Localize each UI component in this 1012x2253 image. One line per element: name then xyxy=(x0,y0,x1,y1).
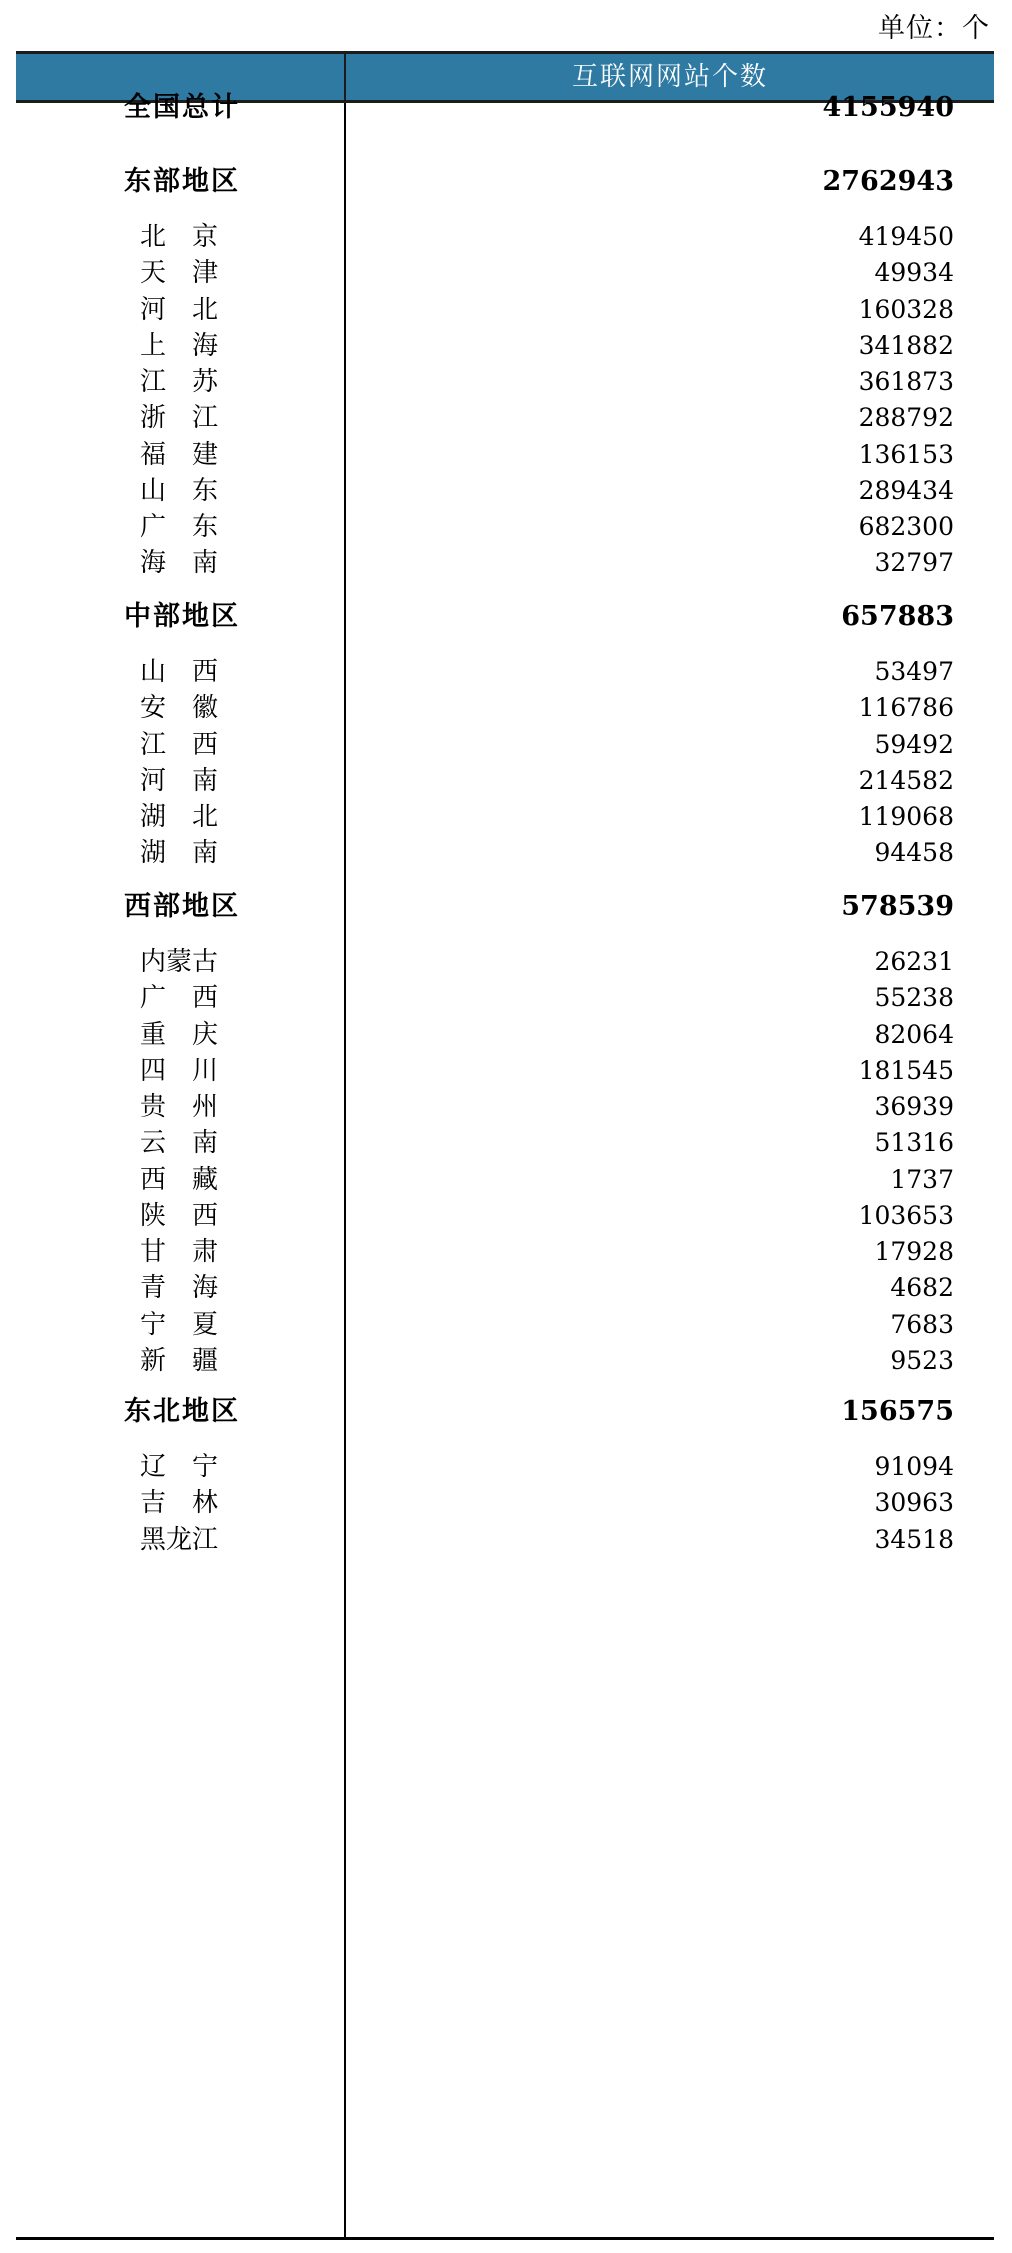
province-name-char: 河 xyxy=(140,294,167,325)
region-name: 中部地区 xyxy=(124,601,240,632)
province-name-char: 川 xyxy=(192,1055,219,1086)
province-name-char: 京 xyxy=(192,222,219,252)
region-row xyxy=(16,887,994,927)
region-value: 657883 xyxy=(841,601,954,632)
region-row xyxy=(16,88,994,128)
province-name xyxy=(16,253,218,293)
province-value: 51316 xyxy=(874,1128,954,1158)
region-value: 156575 xyxy=(841,1396,954,1427)
province-name-char: 疆 xyxy=(192,1345,219,1376)
province-name xyxy=(16,797,218,837)
province-name xyxy=(16,1087,218,1127)
province-value: 116786 xyxy=(858,693,954,723)
region-name: 全国总计 xyxy=(124,92,240,123)
province-row xyxy=(16,398,994,438)
province-name-char: 宁 xyxy=(192,1452,219,1482)
province-name: 内蒙古 xyxy=(140,947,219,977)
province-name xyxy=(16,326,218,366)
province-value: 53497 xyxy=(874,657,954,686)
province-row xyxy=(16,833,994,873)
province-row xyxy=(16,1196,994,1236)
region-name: 西部地区 xyxy=(124,891,240,922)
province-name-char: 东 xyxy=(192,512,219,542)
region-row xyxy=(16,1392,994,1432)
province-name-char: 四 xyxy=(140,1055,167,1086)
province-name xyxy=(16,290,218,330)
province-value: 181545 xyxy=(858,1055,954,1085)
province-value: 17928 xyxy=(874,1237,954,1266)
province-value: 55238 xyxy=(874,983,954,1013)
province-name-char: 西 xyxy=(140,1164,167,1195)
province-row xyxy=(16,942,994,982)
province-name xyxy=(16,652,218,692)
province-name-char: 西 xyxy=(192,657,219,687)
province-name xyxy=(16,1341,218,1381)
province-name xyxy=(16,435,218,475)
province-name-char: 宁 xyxy=(140,1309,167,1340)
province-name-char: 南 xyxy=(192,548,219,579)
province-name-char: 新 xyxy=(140,1345,167,1376)
province-name-char: 东 xyxy=(192,475,219,506)
province-name-char: 云 xyxy=(140,1128,167,1159)
province-row xyxy=(16,217,994,257)
province-value: 341882 xyxy=(858,330,954,360)
province-row xyxy=(16,362,994,402)
region-name: 东部地区 xyxy=(124,166,240,197)
province-name xyxy=(16,1232,218,1272)
province-name xyxy=(16,1051,218,1091)
province-name-char: 建 xyxy=(192,439,219,470)
province-name-char: 河 xyxy=(140,765,167,796)
province-name-char: 青 xyxy=(140,1273,167,1304)
province-name-char: 浙 xyxy=(140,403,167,434)
province-name-char: 西 xyxy=(192,1200,219,1231)
province-name xyxy=(16,688,218,728)
province-name xyxy=(16,398,218,438)
province-name-char: 江 xyxy=(140,729,167,760)
province-name-char: 福 xyxy=(140,439,167,470)
province-value: 288792 xyxy=(858,403,954,433)
province-value: 160328 xyxy=(858,294,954,324)
province-row xyxy=(16,978,994,1018)
province-value: 7683 xyxy=(890,1309,954,1339)
region-value: 2762943 xyxy=(822,166,954,197)
province-row xyxy=(16,1520,994,1560)
province-row xyxy=(16,543,994,583)
province-name-char: 西 xyxy=(192,983,219,1014)
province-name-char: 林 xyxy=(192,1488,219,1519)
province-name-char: 天 xyxy=(140,258,167,289)
province-value: 59492 xyxy=(874,729,954,759)
province-name-char: 津 xyxy=(192,258,219,289)
province-name-char: 北 xyxy=(192,802,219,832)
province-row xyxy=(16,1087,994,1127)
province-value: 82064 xyxy=(874,1019,954,1049)
province-name-char: 西 xyxy=(192,729,219,760)
province-row xyxy=(16,1051,994,1091)
province-name xyxy=(16,978,218,1018)
column-header: 互联网网站个数 xyxy=(571,62,768,92)
region-row xyxy=(16,597,994,637)
province-name xyxy=(16,543,218,583)
province-name xyxy=(16,1015,218,1055)
province-name-char: 肃 xyxy=(192,1237,219,1267)
province-name-char: 庆 xyxy=(192,1019,219,1050)
province-name-char: 上 xyxy=(140,330,167,361)
province-name xyxy=(16,761,218,801)
province-value: 119068 xyxy=(858,802,954,831)
province-name-char: 江 xyxy=(140,367,167,397)
province-name-char: 陕 xyxy=(140,1200,167,1231)
province-name-char: 海 xyxy=(192,1273,219,1304)
province-value: 1737 xyxy=(890,1164,954,1194)
province-row xyxy=(16,1483,994,1523)
province-name-char: 广 xyxy=(140,983,167,1014)
province-value: 91094 xyxy=(874,1452,954,1481)
province-name xyxy=(16,1483,218,1523)
province-name-char: 徽 xyxy=(192,693,219,724)
province-value: 32797 xyxy=(874,548,954,578)
province-name xyxy=(16,725,218,765)
province-value: 26231 xyxy=(874,947,954,976)
province-name xyxy=(16,471,218,511)
province-name-char: 湖 xyxy=(140,802,167,832)
province-name xyxy=(16,507,218,547)
unit-label: 单位：个 xyxy=(878,13,990,44)
province-name-char: 贵 xyxy=(140,1092,167,1122)
province-name-char: 安 xyxy=(140,693,167,724)
province-name-char: 湖 xyxy=(140,838,167,869)
province-name-char: 甘 xyxy=(140,1237,167,1267)
province-name-char: 江 xyxy=(192,403,219,434)
province-name-char: 广 xyxy=(140,512,167,542)
province-row xyxy=(16,1447,994,1487)
province-row xyxy=(16,435,994,475)
province-name-char: 海 xyxy=(140,548,167,579)
province-name-char: 北 xyxy=(192,294,219,325)
province-name-char: 南 xyxy=(192,838,219,869)
province-name xyxy=(16,217,218,257)
province-name-char: 夏 xyxy=(192,1309,219,1340)
province-row xyxy=(16,1232,994,1272)
province-name-char: 山 xyxy=(140,475,167,506)
province-value: 34518 xyxy=(874,1524,954,1554)
province-value: 289434 xyxy=(858,475,954,505)
province-name-char: 山 xyxy=(140,657,167,687)
province-name: 黑龙江 xyxy=(140,1524,219,1555)
province-name-char: 重 xyxy=(140,1019,167,1050)
province-row xyxy=(16,1123,994,1163)
province-row xyxy=(16,688,994,728)
province-row xyxy=(16,1268,994,1308)
province-name-char: 州 xyxy=(192,1092,219,1122)
province-value: 36939 xyxy=(874,1092,954,1121)
province-row xyxy=(16,1160,994,1200)
province-name xyxy=(16,1268,218,1308)
province-row xyxy=(16,1305,994,1345)
province-row xyxy=(16,290,994,330)
province-name-char: 藏 xyxy=(192,1164,219,1195)
province-name-char: 海 xyxy=(192,330,219,361)
data-table xyxy=(16,51,994,2240)
region-row xyxy=(16,162,994,202)
region-name: 东北地区 xyxy=(124,1396,240,1427)
province-value: 49934 xyxy=(874,258,954,288)
region-value: 4155940 xyxy=(822,92,954,123)
province-name-char: 吉 xyxy=(140,1488,167,1519)
province-name-char: 南 xyxy=(192,765,219,796)
province-name xyxy=(16,1123,218,1163)
province-value: 136153 xyxy=(858,439,954,469)
province-name-char: 南 xyxy=(192,1128,219,1159)
province-value: 682300 xyxy=(858,512,954,541)
province-name xyxy=(16,1160,218,1200)
province-name xyxy=(16,362,218,402)
province-value: 103653 xyxy=(858,1200,954,1230)
province-name-char: 苏 xyxy=(192,367,219,397)
province-value: 9523 xyxy=(890,1345,954,1375)
province-name xyxy=(16,1196,218,1236)
province-name-char: 北 xyxy=(140,222,167,252)
province-row xyxy=(16,253,994,293)
province-row xyxy=(16,471,994,511)
province-row xyxy=(16,761,994,801)
province-name xyxy=(16,833,218,873)
province-row xyxy=(16,725,994,765)
province-row xyxy=(16,797,994,837)
province-name-char: 辽 xyxy=(140,1452,167,1482)
province-value: 94458 xyxy=(874,838,954,868)
province-name xyxy=(16,1305,218,1345)
province-row xyxy=(16,326,994,366)
province-value: 214582 xyxy=(858,765,954,795)
province-row xyxy=(16,1015,994,1055)
province-value: 30963 xyxy=(874,1488,954,1518)
province-value: 361873 xyxy=(858,367,954,396)
region-value: 578539 xyxy=(841,891,954,922)
province-value: 4682 xyxy=(890,1273,954,1303)
province-row xyxy=(16,1341,994,1381)
province-row xyxy=(16,652,994,692)
province-row xyxy=(16,507,994,547)
province-value: 419450 xyxy=(858,222,954,251)
province-name xyxy=(16,1447,218,1487)
